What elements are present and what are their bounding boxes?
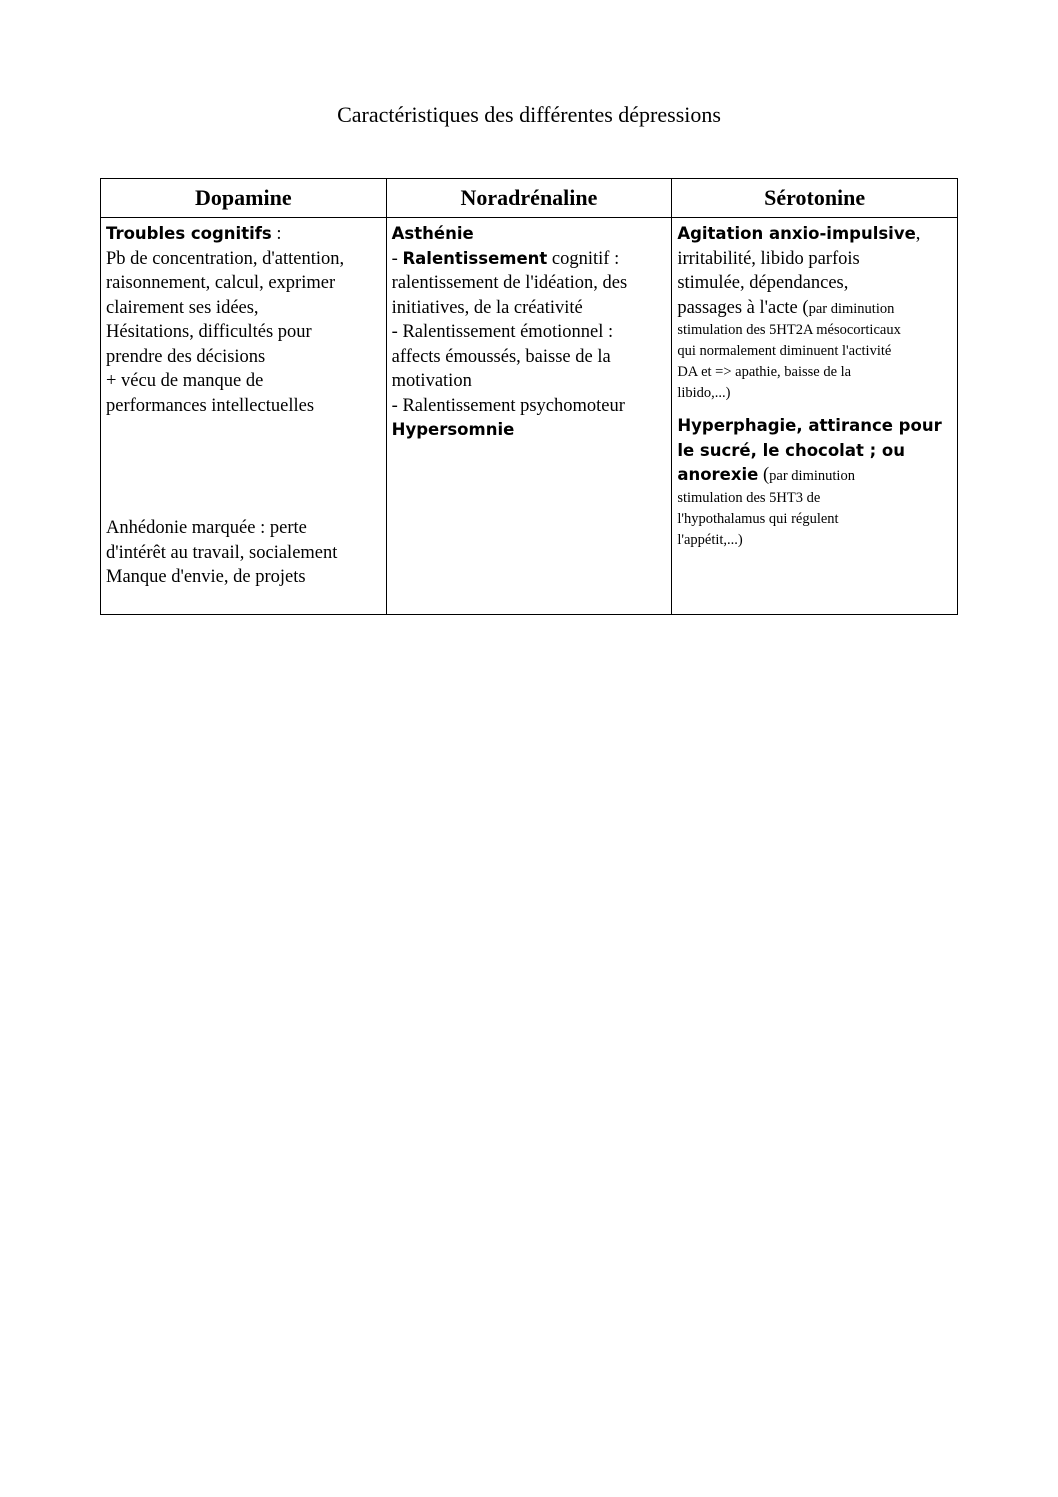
noradrenaline-line: affects émoussés, baisse de la xyxy=(391,346,611,367)
agitation-line xyxy=(677,222,953,247)
anorexia-note-open: ( xyxy=(758,465,770,485)
dopamine-line: performances intellectuelles xyxy=(106,395,315,416)
passages-note-first: par diminution xyxy=(808,300,895,317)
dopamine-line: raisonnement, calcul, exprimer xyxy=(106,273,336,293)
noradrenaline-line: motivation xyxy=(391,371,472,391)
hyperphagia-line: le sucré, le chocolat ; ou xyxy=(677,440,906,460)
table-header-row xyxy=(101,179,958,218)
dopamine-spacer xyxy=(106,418,382,516)
dopamine-line: clairement ses idées, xyxy=(106,297,259,318)
ralentissement-cognitif-line xyxy=(392,247,668,272)
agitation-rest: , xyxy=(915,224,921,244)
anhedonia-line: Manque d'envie, de projets xyxy=(106,567,306,587)
depression-characteristics-table xyxy=(100,178,958,615)
noradrenaline-line: - Ralentissement psychomoteur xyxy=(391,395,625,416)
serotonine-spacer xyxy=(677,404,953,414)
anorexia-note-line: stimulation des 5HT3 de xyxy=(677,489,821,506)
ralentissement-prefix: - xyxy=(391,248,403,269)
page-title: Caractéristiques des différentes dépressions xyxy=(337,102,721,127)
anhedonia-line: d'intérêt au travail, socialement xyxy=(106,542,338,563)
noradrenaline-line: initiatives, de la créativité xyxy=(391,297,583,318)
noradrenaline-line: - Ralentissement émotionnel : xyxy=(391,322,614,342)
cell-noradrenaline xyxy=(386,218,672,615)
passages-line xyxy=(677,296,953,321)
passages-note-line: qui normalement diminuent l'activité xyxy=(677,343,892,359)
noradrenaline-line: ralentissement de l'idéation, des xyxy=(391,273,628,293)
dopamine-line: + vécu de manque de xyxy=(106,371,264,391)
anhedonia-line: Anhédonie marquée : perte xyxy=(106,518,307,538)
passages-note-line: libido,...) xyxy=(677,385,731,401)
header-dopamine: Dopamine xyxy=(101,179,387,218)
hypersomnia-label: Hypersomnie xyxy=(391,420,515,439)
anorexia-note-line: l'appétit,...) xyxy=(677,531,743,548)
ralentissement-rest: cognitif : xyxy=(547,248,620,269)
anorexia-note-line: l'hypothalamus qui régulent xyxy=(677,510,839,527)
dopamine-heading: Troubles cognitifs xyxy=(106,224,272,243)
serotonine-line: stimulée, dépendances, xyxy=(677,273,849,293)
cell-dopamine xyxy=(101,218,387,615)
anorexia-note-first: par diminution xyxy=(769,468,855,484)
dopamine-line: Hésitations, difficultés pour xyxy=(106,322,312,342)
header-noradrenaline: Noradrénaline xyxy=(386,179,672,218)
anorexia-line xyxy=(677,463,953,488)
anorexia-bold: anorexie xyxy=(677,465,759,484)
dopamine-line: Pb de concentration, d'attention, xyxy=(106,248,345,269)
header-serotonine: Sérotonine xyxy=(672,179,958,218)
cell-serotonine xyxy=(672,218,958,615)
serotonine-line: irritabilité, libido parfois xyxy=(677,248,860,269)
table-row xyxy=(101,218,958,615)
dopamine-line: prendre des décisions xyxy=(106,346,266,367)
passages-text: passages à l'acte xyxy=(677,297,803,318)
ralentissement-bold: Ralentissement xyxy=(402,248,548,268)
hyperphagia-line: Hyperphagie, attirance pour xyxy=(677,416,942,435)
agitation-bold: Agitation anxio-impulsive xyxy=(677,224,916,243)
asthenia-label: Asthénie xyxy=(391,224,474,243)
passages-note-open: ( xyxy=(802,297,809,318)
dopamine-heading-suffix: : xyxy=(271,224,282,244)
dopamine-heading-line xyxy=(106,222,382,247)
passages-note-line: stimulation des 5HT2A mésocorticaux xyxy=(677,322,901,338)
passages-note-line: DA et => apathie, baisse de la xyxy=(677,364,852,380)
